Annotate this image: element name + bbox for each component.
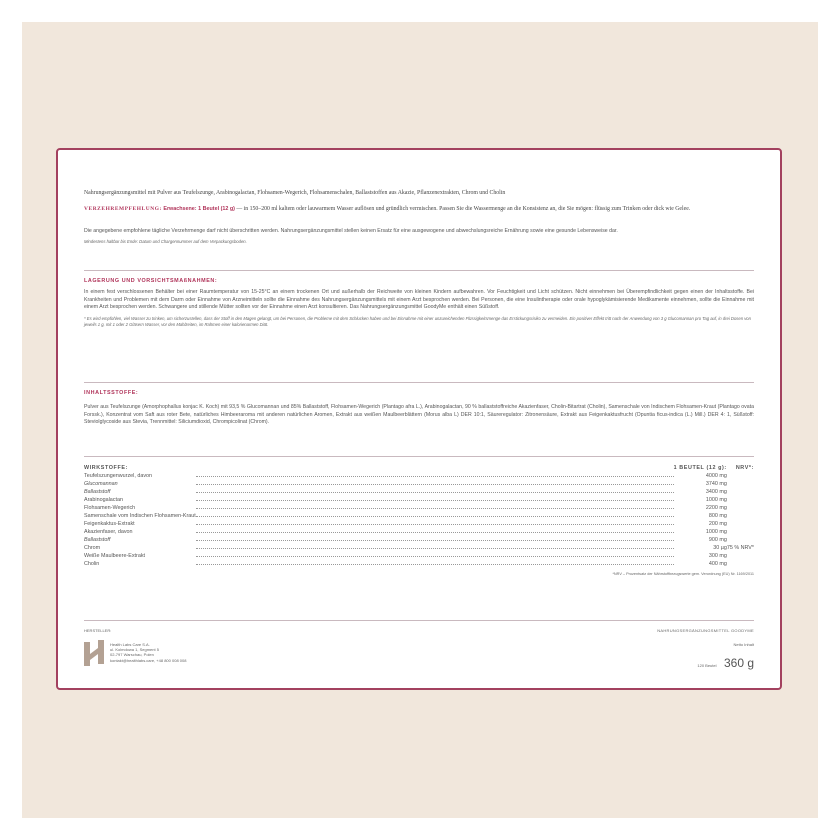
label-panel [56, 148, 782, 690]
active-amount: 2200 mg [705, 505, 727, 511]
storage-heading: LAGERUNG UND VORSICHTSMAßNAHMEN: [84, 278, 218, 284]
leader-dots [196, 504, 674, 512]
active-nrv [727, 488, 754, 496]
active-nrv [727, 528, 754, 536]
active-nrv: 75 % NRV* [726, 545, 754, 551]
product-name: NAHRUNGSERGÄNZUNGSMITTEL GOODYME [657, 628, 754, 633]
storage-text: In einem fest verschlossenen Behälter bei einer Raumtemperatur von 15-25°C an einem trockenen Ort und außerhalb der Reichweite von kleinen Kindern aufbewahren. Vor Feuchtigkeit und Licht schützen. Nicht einnehmen bei Überempfindlichkeit gegen einen der Inhaltsstoffe. Bei Krankheiten und Problemen mit dem Darm oder Einnahme von Arzneimitteln sollte die Einnahme des Nahrungsergänzungsmittels mit einem Arzt besprochen werden. Bei Personen, die eine Insulintherapie oder orale hypoglykämisierende Medikamente einnehmen, sollte die Einnahme mit einem Arzt besprochen werden. Schwangere und stillende Mütter sollten vor der Einnahme einen Arzt konsultieren. Das Nahrungsergänzungsmittel GoodyMe enthält einen Süßstoff. [84, 289, 754, 311]
divider [84, 456, 754, 457]
active-name: Glucomannan [84, 481, 118, 487]
best-before-text: Mindestens haltbar bis Ende: Datum und Chargennummer auf dem Verpackungsboden. [84, 238, 247, 244]
manufacturer-address: Health Labs Care S.A. ul. Kolmdowa 1, Segment 5 02-797 Warschau, Polen kontakt@healthlabs.care, +48 800 008 008 [110, 642, 187, 663]
active-row [84, 520, 754, 528]
active-row [84, 536, 754, 544]
active-row [84, 488, 754, 496]
ingredients-section [84, 390, 754, 427]
active-name: Weiße Maulbeere-Extrakt [84, 553, 146, 559]
amount-header: 1 BEUTEL (12 g): [673, 465, 727, 471]
warning-text: Die angegebene empfohlene tägliche Verzehrmenge darf nicht überschritten werden. Nahrungsergänzungsmittel stellen keinen Ersatz für eine ausgewogene und abwechslungsreiche Ernährung sowie eine gesunde Lebensweise dar. [84, 228, 618, 234]
active-nrv [727, 536, 754, 544]
nrv-header: NRV*: [735, 465, 754, 471]
package-count: 120 Beutel [697, 663, 717, 668]
active-name: Arabinogalactan [84, 497, 123, 503]
active-nrv [727, 512, 754, 520]
storage-footnote: * Es wird empfohlen, viel Wasser zu trinken, um sicherzustellen, dass der Stoff in den Magen gelangt, um bei Personen, die Probleme mit dem Schlucken haben und bei Einnahme mit einer unzureichenden Flüssigkeitsmenge das Erstickungsrisiko zu vermeiden. Ein positiver Effekt tritt nach der Anwendung von 3 g Glucomannan pro Tag auf, in drei Dosen von jeweils 1 g, mit 1 oder 2 Gläsern Wasser, vor den Mahlzeiten, im Rahmen einer kalorienarmen Diät. [84, 315, 751, 327]
active-name: Cholin [84, 561, 100, 567]
leader-dots [196, 480, 674, 488]
divider [84, 382, 754, 383]
active-nrv [727, 496, 754, 504]
active-row [84, 544, 754, 552]
active-heading: WIRKSTOFFE: [84, 465, 128, 471]
leader-dots [196, 512, 674, 520]
leader-dots [196, 552, 674, 560]
active-row [84, 472, 754, 480]
active-nrv [727, 472, 754, 480]
active-name: Ballaststoff [84, 489, 111, 495]
active-row [84, 496, 754, 504]
active-nrv [727, 560, 754, 568]
active-row [84, 560, 754, 568]
active-row [84, 480, 754, 488]
active-section [84, 464, 754, 576]
active-amount: 400 mg [708, 561, 727, 567]
dosage-heading: VERZEHREMPFEHLUNG: [84, 205, 162, 212]
net-weight: 360 g [723, 656, 754, 670]
active-amount: 3400 mg [705, 489, 727, 495]
active-amount: 3740 mg [705, 481, 727, 487]
active-row [84, 512, 754, 520]
active-amount: 300 mg [708, 553, 727, 559]
active-name: Flohsamen-Wegerich [84, 505, 136, 511]
active-amount: 800 mg [708, 513, 727, 519]
net-content-label: Netto Inhalt [733, 642, 754, 647]
ingredients-text: Pulver aus Teufelszunge (Amorphophallus konjac K. Koch) mit 93,5 % Glucomannan und 85% Ballaststoff, Flohsamen-Wegerich (Plantago afra L.), Arabinogalactan, 90 % ballaststoffreiche Akazienfaser, Cholin-Bitartrat (Cholin), Samenschale von Indischem Flohsamen-Kraut (Plantago ovata Forssk.), Konzentrat vom Saft aus roter Bete, natürliches Himbeeraroma mit anderen natürlichen Aromen, Extrakt aus weißen Maulbeerblättern (Morus alba L) DER 10:1, Säureregulator: Zitronensäure, Extrakt aus Feigenkaktusfrucht (Opuntia ficus-indica (L.) Mill.) DER 4: 1, Süßstoff: Steviolglycoside aus Stevia, Trennmittel: Siliciumdioxid, Chrompicolinat (Chrom). [84, 404, 754, 426]
leader-dots [196, 544, 674, 552]
active-name: Samenschale vom Indischen Flohsamen-Kraut [84, 513, 196, 519]
active-nrv [727, 520, 754, 528]
intro-text: Nahrungsergänzungsmittel mit Pulver aus Teufelszunge, Arabinogalactan, Flohsamen-Wegerich, Flohsamenschalen, Ballaststoffen aus Akazie, Pflanzenextrakten, Chrom und Cholin [84, 189, 506, 196]
storage-section [84, 278, 754, 332]
leader-dots [196, 528, 674, 536]
warning-section [84, 228, 754, 249]
active-amount: 30 µg [713, 545, 727, 551]
active-table [84, 464, 754, 568]
active-nrv [727, 552, 754, 560]
active-name: Chrom [84, 545, 101, 551]
leader-dots [196, 560, 674, 568]
brand-logo-icon [84, 640, 104, 666]
leader-dots [196, 472, 674, 480]
nrv-footnote: *NRV – Prozentsatz der Nährstoffbezugswerte gem. Verordnung (EU) Nr. 1169/2011 [612, 572, 754, 576]
active-name: Teufelszungenwurzel, davon [84, 473, 153, 479]
active-name: Ballaststoff [84, 537, 111, 543]
active-amount: 200 mg [708, 521, 727, 527]
divider [84, 270, 754, 271]
leader-dots [196, 488, 674, 496]
active-nrv [727, 504, 754, 512]
manufacturer-label: HERSTELLER: [84, 628, 112, 633]
leader-dots [196, 520, 674, 528]
active-row [84, 504, 754, 512]
active-amount: 900 mg [708, 537, 727, 543]
active-name: Akazienfaser, davon [84, 529, 133, 535]
leader-dots [196, 536, 674, 544]
active-row [84, 528, 754, 536]
dosage-text: — in 150–200 ml kaltem oder lauwarmem Wasser auflösen und gründlich vermischen. Passen Sie die Wassermenge an die Konsistenz an, die Sie mögen: flüssig zum Trinken oder dick wie Gelee. [234, 205, 691, 212]
ingredients-heading: INHALTSSTOFFE: [84, 390, 139, 396]
active-amount: 1000 mg [705, 529, 727, 535]
package-content [697, 654, 754, 672]
active-amount: 1000 mg [705, 497, 727, 503]
divider [84, 620, 754, 621]
active-nrv [727, 480, 754, 488]
leader-dots [196, 496, 674, 504]
active-name: Feigenkaktus-Extrakt [84, 521, 135, 527]
dosage-bold: Erwachsene: 1 Beutel (12 g) [163, 205, 235, 212]
dosage-section [84, 200, 754, 219]
active-amount: 4000 mg [705, 473, 727, 479]
active-row [84, 552, 754, 560]
